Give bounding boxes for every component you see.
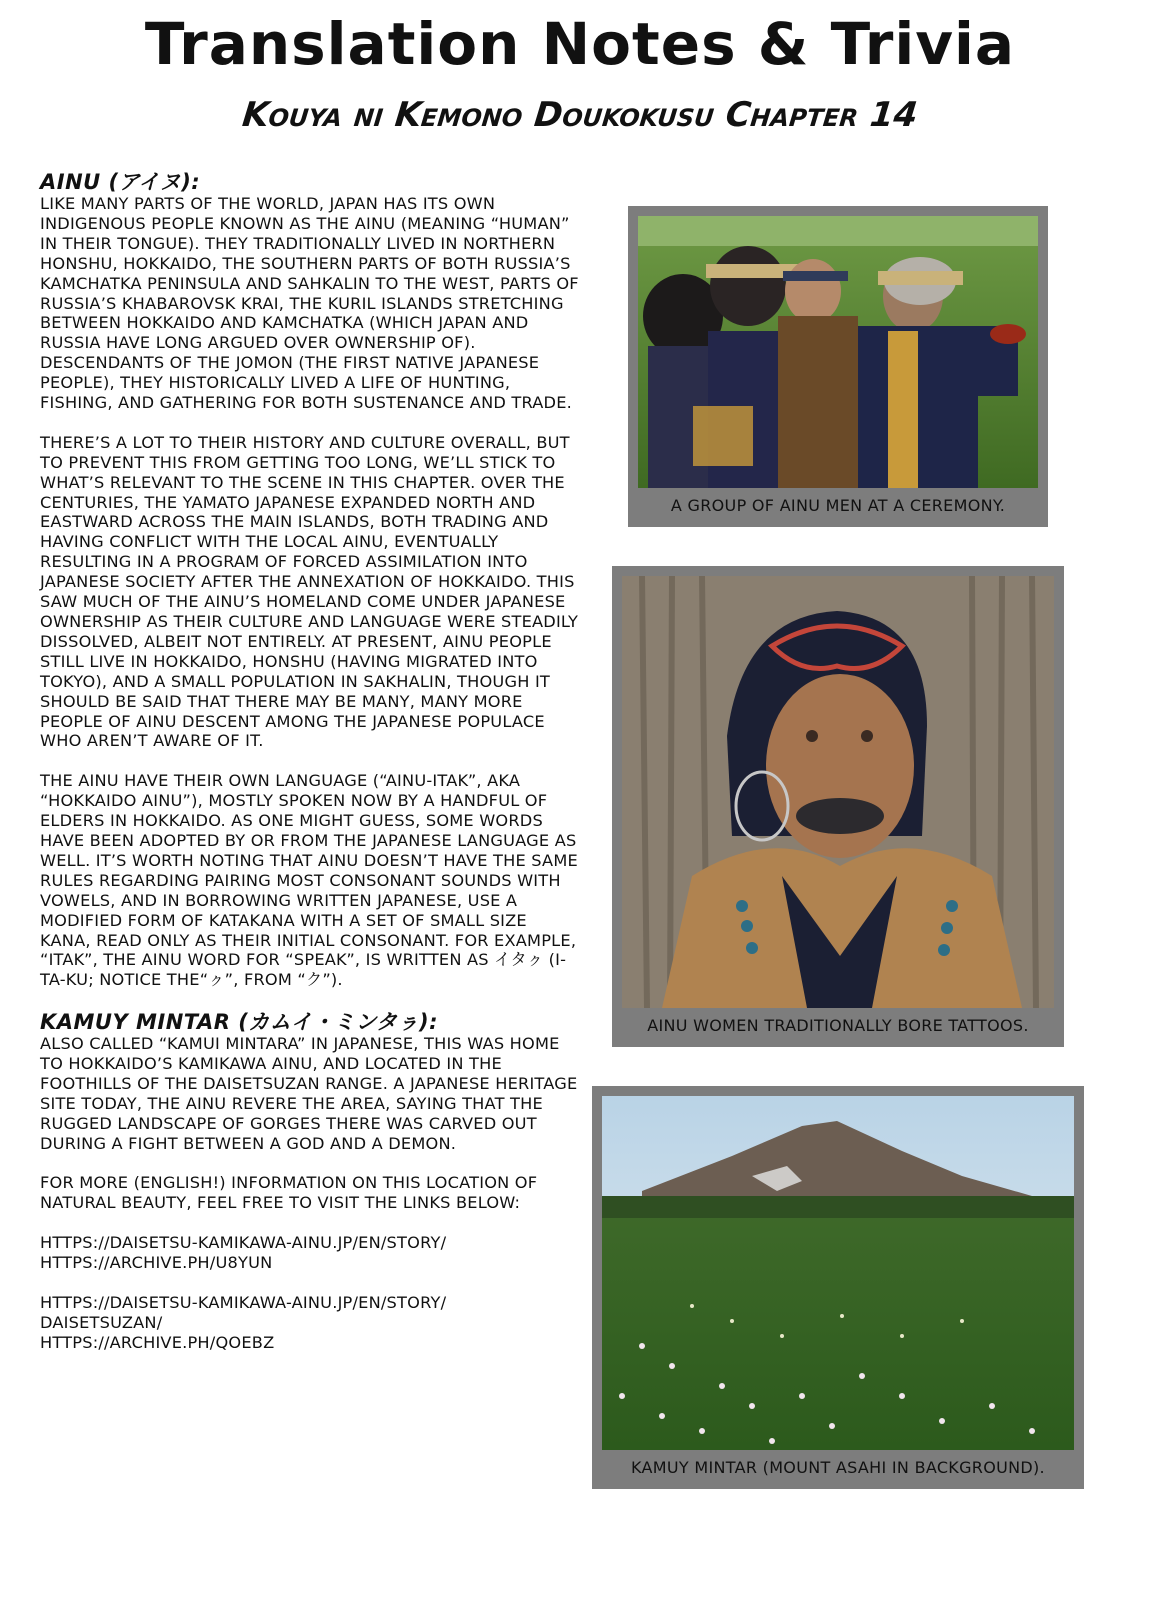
photo-woman	[622, 576, 1054, 1008]
ainu-paragraph: THE AINU HAVE THEIR OWN LANGUAGE (“AINU-ITAK”, AKA “HOKKAIDO AINU”), MOSTLY SPOKEN NOW BY A HANDFUL OF ELDERS IN HOKKAIDO. AS ONE MIGHT GUESS, SOME WORDS HAVE BEEN ADOPTED BY OR FROM THE JAPANESE LANGUAGE AS WELL. IT’S WORTH NOTING THAT AINU DOESN’T HAVE THE SAME RULES REGARDING PAIRING MOST CONSONANT SOUNDS WITH VOWELS, AND IN BORROWING WRITTEN JAPANESE, USE A MODIFIED FORM OF KATAKANA WITH A SET OF SMALL SIZE KANA, READ ONLY AS THEIR INITIAL CONSONANT. FOR EXAMPLE, “ITAK”, THE AINU WORD FOR “SPEAK”, IS WRITTEN AS イタㇰ (I-TA-KU; NOTICE THE“ㇰ”, FROM “ク”).	[40, 771, 578, 990]
photo-mountain-caption: KAMUY MINTAR (MOUNT ASAHI IN BACKGROUND).	[631, 1458, 1045, 1477]
ainu-paragraph: THERE’S A LOT TO THEIR HISTORY AND CULTURE OVERALL, BUT TO PREVENT THIS FROM GETTING TOO LONG, WE’LL STICK TO WHAT’S RELEVANT TO THE SCENE IN THIS CHAPTER. OVER THE CENTURIES, THE YAMATO JAPANESE EXPANDED NORTH AND EASTWARD ACROSS THE MAIN ISLANDS, BOTH TRADING AND HAVING CONFLICT WITH THE LOCAL AINU, EVENTUALLY RESULTING IN A PROGRAM OF FORCED ASSIMILATION INTO JAPANESE SOCIETY AFTER THE ANNEXATION OF HOKKAIDO. THIS SAW MUCH OF THE AINU’S HOMELAND COME UNDER JAPANESE OWNERSHIP AS THEIR CULTURE AND LANGUAGE WERE STEADILY DISSOLVED, ALBEIT NOT ENTIRELY. AT PRESENT, AINU PEOPLE STILL LIVE IN HOKKAIDO, HONSHU (HAVING MIGRATED INTO TOKYO), AND A SMALL POPULATION IN SAKHALIN, THOUGH IT SHOULD BE SAID THAT THERE MAY BE MANY, MANY MORE PEOPLE OF AINU DESCENT AMONG THE JAPANESE POPULACE WHO AREN’T AWARE OF IT.	[40, 432, 579, 751]
photo-mountain	[602, 1096, 1074, 1450]
reference-link[interactable]: HTTPS://ARCHIVE.PH/QOEBZ	[40, 1332, 275, 1352]
notes-text-column	[40, 170, 580, 1372]
reference-link-continuation[interactable]: DAISETSUZAN/	[40, 1312, 163, 1332]
page-title: Translation Notes & Trivia	[144, 10, 1016, 78]
section-heading-ainu: AINU (アイヌ):	[40, 170, 201, 194]
page-subtitle: Kouya ni Kemono Doukokusu Chapter 14	[240, 95, 920, 135]
kamuy-paragraph: ALSO CALLED “KAMUI MINTARA” IN JAPANESE, THIS WAS HOME TO HOKKAIDO’S KAMIKAWA AINU, AND LOCATED IN THE FOOTHILLS OF THE DAISETSUZAN RANGE. A JAPANESE HERITAGE SITE TODAY, THE AINU REVERE THE AREA, SAYING THAT THE RUGGED LANDSCAPE OF GORGES THERE WAS CARVED OUT DURING A FIGHT BETWEEN A GOD AND A DEMON.	[40, 1034, 578, 1153]
reference-link[interactable]: HTTPS://DAISETSU-KAMIKAWA-AINU.JP/EN/STORY/	[40, 1292, 447, 1312]
kamuy-paragraph: FOR MORE (ENGLISH!) INFORMATION ON THIS LOCATION OF NATURAL BEAUTY, FEEL FREE TO VISIT THE LINKS BELOW:	[40, 1173, 538, 1213]
link-group	[40, 1233, 580, 1273]
link-group	[40, 1293, 580, 1353]
photo-woman-caption: AINU WOMEN TRADITIONALLY BORE TATTOOS.	[647, 1016, 1029, 1035]
photo-mountain-frame	[592, 1086, 1084, 1489]
ainu-paragraph: LIKE MANY PARTS OF THE WORLD, JAPAN HAS ITS OWN INDIGENOUS PEOPLE KNOWN AS THE AINU (MEANING “HUMAN” IN THEIR TONGUE). THEY TRADITIONALLY LIVED IN NORTHERN HONSHU, HOKKAIDO, THE SOUTHERN PARTS OF BOTH RUSSIA’S KAMCHATKA PENINSULA AND SAHKALIN TO THE WEST, PARTS OF RUSSIA’S KHABAROVSK KRAI, THE KURIL ISLANDS STRETCHING BETWEEN HOKKAIDO AND KAMCHATKA (WHICH JAPAN AND RUSSIA HAVE LONG ARGUED OVER OWNERSHIP OF). DESCENDANTS OF THE JOMON (THE FIRST NATIVE JAPANESE PEOPLE), THEY HISTORICALLY LIVED A LIFE OF HUNTING, FISHING, AND GATHERING FOR BOTH SUSTENANCE AND TRADE.	[40, 194, 579, 413]
section-heading-kamuy-mintar: KAMUY MINTAR (カムイ・ミンタㇻ):	[40, 1010, 439, 1035]
reference-link[interactable]: HTTPS://ARCHIVE.PH/U8YUN	[40, 1253, 273, 1273]
photo-ceremony-frame	[628, 206, 1048, 527]
reference-link[interactable]: HTTPS://DAISETSU-KAMIKAWA-AINU.JP/EN/STORY/	[40, 1233, 447, 1253]
photo-ceremony-caption: A GROUP OF AINU MEN AT A CEREMONY.	[670, 496, 1006, 515]
photo-woman-frame	[612, 566, 1064, 1047]
photo-ceremony	[638, 216, 1038, 488]
